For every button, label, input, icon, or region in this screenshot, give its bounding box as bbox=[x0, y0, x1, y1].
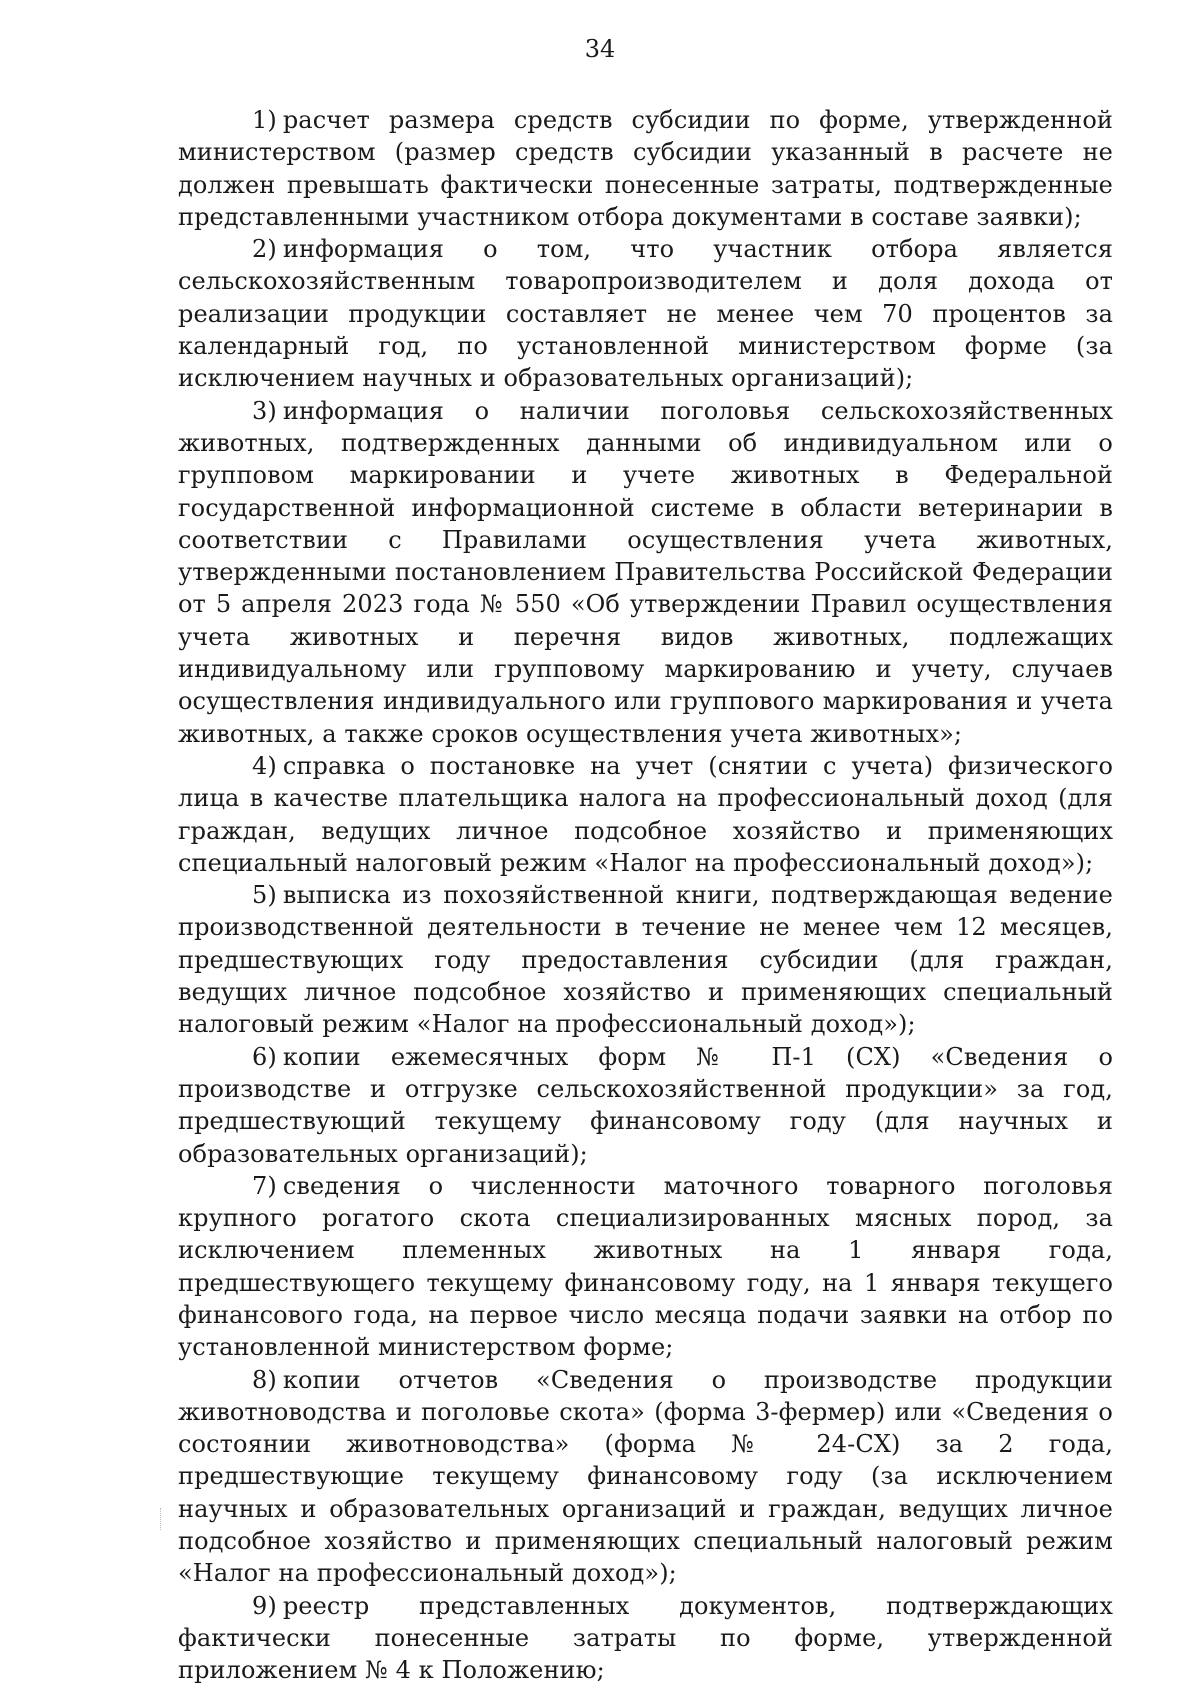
item-number: 8) bbox=[252, 1365, 277, 1394]
list-item-5 bbox=[178, 879, 1113, 1040]
item-text: информация о том, что участник отбора является сельскохозяйственным товаропроизводителем и доля дохода от реализации продукции составляет не менее чем 70 процентов за календарный год, по установленной министерством форме (за исключением научных и образовательных организаций); bbox=[178, 235, 1113, 393]
item-text: копии отчетов «Сведения о производстве продукции животноводства и поголовье скота» (форма 3-фермер) или «Сведения о состоянии животноводства» (форма № 24-СХ) за 2 года, предшествующие текущему финансовому году (за исключением научных и образовательных организаций и граждан, ведущих личное подсобное хозяйство и применяющих специальный налоговый режим «Налог на профессиональный доход»); bbox=[178, 1365, 1113, 1588]
list-item-2 bbox=[178, 233, 1113, 394]
item-number: 2) bbox=[252, 235, 277, 264]
item-number: 5) bbox=[252, 881, 277, 910]
item-number: 3) bbox=[252, 396, 277, 425]
list-item-6 bbox=[178, 1041, 1113, 1170]
item-text: копии ежемесячных форм № П-1 (СХ) «Сведения о производстве и отгрузке сельскохозяйственной продукции» за год, предшествующий текущему финансовому году (для научных и образовательных организаций); bbox=[178, 1042, 1113, 1168]
item-number: 4) bbox=[252, 751, 277, 780]
item-number: 6) bbox=[252, 1042, 277, 1071]
item-text: расчет размера средств субсидии по форме, утвержденной министерством (размер средств субсидии указанный в расчете не должен превышать фактически понесенные затраты, подтвержденные представленными участником отбора документами в составе заявки); bbox=[178, 106, 1113, 231]
item-number: 1) bbox=[252, 106, 277, 134]
list-item-3 bbox=[178, 395, 1113, 750]
item-text: справка о постановке на учет (снятии с учета) физического лица в качестве плательщика налога на профессиональный доход (для граждан, ведущих личное подсобное хозяйство и применяющих специальный налоговый режим «Налог на профессиональный доход»); bbox=[178, 751, 1113, 877]
document-body bbox=[178, 104, 1113, 1687]
item-text: сведения о численности маточного товарного поголовья крупного рогатого скота специализированных мясных пород, за исключением племенных животных на 1 января года, предшествующего текущему финансовому году, на 1 января текущего финансового года, на первое число месяца подачи заявки на отбор по установленной министерством форме; bbox=[178, 1171, 1113, 1362]
scan-margin-mark bbox=[160, 1508, 163, 1530]
page-number: 34 bbox=[584, 35, 616, 63]
list-item-8 bbox=[178, 1364, 1113, 1590]
item-text: выписка из похозяйственной книги, подтверждающая ведение производственной деятельности в течение не менее чем 12 месяцев, предшествующих году предоставления субсидии (для граждан, ведущих личное подсобное хозяйство и применяющих специальный налоговый режим «Налог на профессиональный доход»); bbox=[178, 881, 1113, 1039]
item-text: реестр представленных документов, подтверждающих фактически понесенные затраты по форме, утвержденной приложением № 4 к Положению; bbox=[178, 1591, 1113, 1685]
list-item-9 bbox=[178, 1590, 1113, 1687]
item-number: 7) bbox=[252, 1171, 277, 1200]
list-item-7 bbox=[178, 1170, 1113, 1364]
item-text: информация о наличии поголовья сельскохозяйственных животных, подтвержденных данными об индивидуальном или о групповом маркировании и учете животных в Федеральной государственной информационной системе в области ветеринарии в соответствии с Правилами осуществления учета животных, утвержденными постановлением Правительства Российской Федерации от 5 апреля 2023 года № 550 «Об утверждении Правил осуществления учета животных и перечня видов животных, подлежащих индивидуальному или групповому маркированию и учету, случаев осуществления индивидуального или группового маркирования и учета животных, а также сроков осуществления учета животных»; bbox=[178, 396, 1113, 748]
list-item-4 bbox=[178, 750, 1113, 879]
item-number: 9) bbox=[252, 1591, 277, 1620]
list-item-1 bbox=[178, 104, 1113, 233]
